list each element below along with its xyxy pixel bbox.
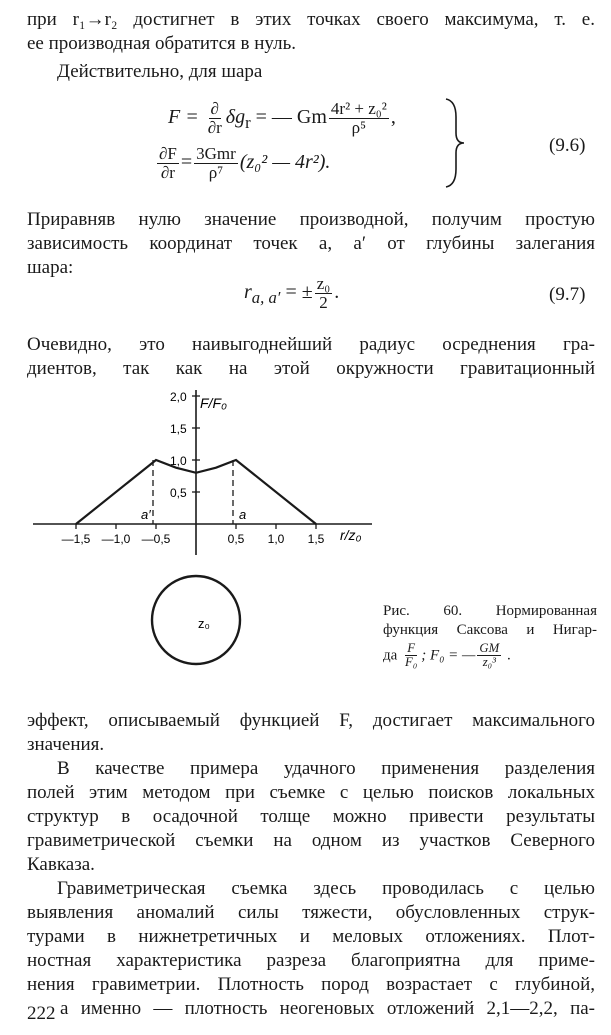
caption-line: Рис. 60. Нормированная xyxy=(383,603,597,619)
equation-number: (9.6) xyxy=(549,135,586,156)
point-a-prime-label: a′ xyxy=(141,507,151,522)
caption-line: функция Саксова и Нигар- xyxy=(383,622,597,638)
text-line: а именно — плотность неогеновых отложений 2,1—2,2, па- xyxy=(60,998,595,1019)
x-axis-label: r/z₀ xyxy=(340,527,362,543)
y-tick-label: 0,5 xyxy=(170,486,187,500)
x-tick-label: —1,0 xyxy=(101,532,131,546)
text-line: Действительно, для шара xyxy=(57,61,263,82)
text-line: эффект, описываемый функцией F, достигает максимального xyxy=(27,710,595,731)
sphere-label: z₀ xyxy=(198,616,210,631)
x-tick-label: 1,0 xyxy=(267,532,285,546)
text-line: полей этим методом при съемке с целью поисков локальных xyxy=(27,782,595,803)
sphere-circle xyxy=(152,576,240,664)
y-tick-label: 2,0 xyxy=(170,390,187,404)
text-line: структур в осадочной толще можно привести результаты xyxy=(27,806,595,827)
y-axis-label: F/F₀ xyxy=(200,395,227,411)
equation-9-7: $r_{a, a'}$ = ± $\frac{\text{z₀}}{2}$ . xyxy=(244,274,340,312)
text-line: шара: xyxy=(27,257,74,278)
text-line: Приравняв нулю значение производной, получим простую xyxy=(27,209,595,230)
text-line: значения. xyxy=(27,734,105,755)
brace-icon xyxy=(440,97,470,189)
text-line: турами в нижнетретичных и меловых отложениях. Плот- xyxy=(27,926,595,947)
text-line: гравиметрической съемки на одном из участков Северного xyxy=(27,830,595,851)
x-tick-label: —1,5 xyxy=(61,532,91,546)
figure-caption xyxy=(383,602,597,670)
x-tick-label: 0,5 xyxy=(227,532,245,546)
text-line: Кавказа. xyxy=(27,854,95,875)
y-tick-label: 1,5 xyxy=(170,422,187,436)
equation-9-6-line1: F = $\frac{\partial}{\partial r}$ $\delta g_r$ = — Gm $\frac{\text{4r² + z₀²}}{\text{ρ⁵}}$ , xyxy=(168,99,396,137)
text-line: при r₁→r₂ достигнет в этих точках своего максимума, т. е. xyxy=(27,9,595,30)
text-line: Гравиметрическая съемка здесь проводилась с целью xyxy=(57,878,595,899)
text-line: нения гравиметрии. Плотность пород возрастает с глубиной, xyxy=(27,974,595,995)
equation-9-6-line2: $\frac{\partial F}{\partial r}$ = $\frac{\text{3Gmr}}{\text{ρ⁷}}$ (z₀² — 4r²). xyxy=(159,144,331,182)
point-a-label: a xyxy=(239,507,247,522)
text-line: зависимость координат точек a, a′ от глубины залегания xyxy=(27,233,595,254)
text-line: В качестве примера удачного применения разделения xyxy=(57,758,595,779)
text-line: выявления аномалий силы тяжести, обусловленных струк- xyxy=(27,902,595,923)
caption-formula: да $\frac{F}{\text{F₀}}$ ; F₀ = — $\frac{GM}{\text{z₀³}}$ . xyxy=(383,641,511,670)
x-tick-label: —0,5 xyxy=(141,532,171,546)
y-tick-label: 1,0 xyxy=(170,454,187,468)
page-number: 222 xyxy=(27,1003,56,1024)
equation-number: (9.7) xyxy=(549,284,586,305)
text-line: Очевидно, это наивыгоднейший радиус осреднения гра- xyxy=(27,334,595,355)
x-tick-label: 1,5 xyxy=(307,532,325,546)
text-line: ностная характеристика разреза благоприятна для приме- xyxy=(27,950,595,971)
text-line: ее производная обратится в нуль. xyxy=(27,33,296,54)
text-line: диентов, так как на этой окружности гравитационный xyxy=(27,358,595,379)
